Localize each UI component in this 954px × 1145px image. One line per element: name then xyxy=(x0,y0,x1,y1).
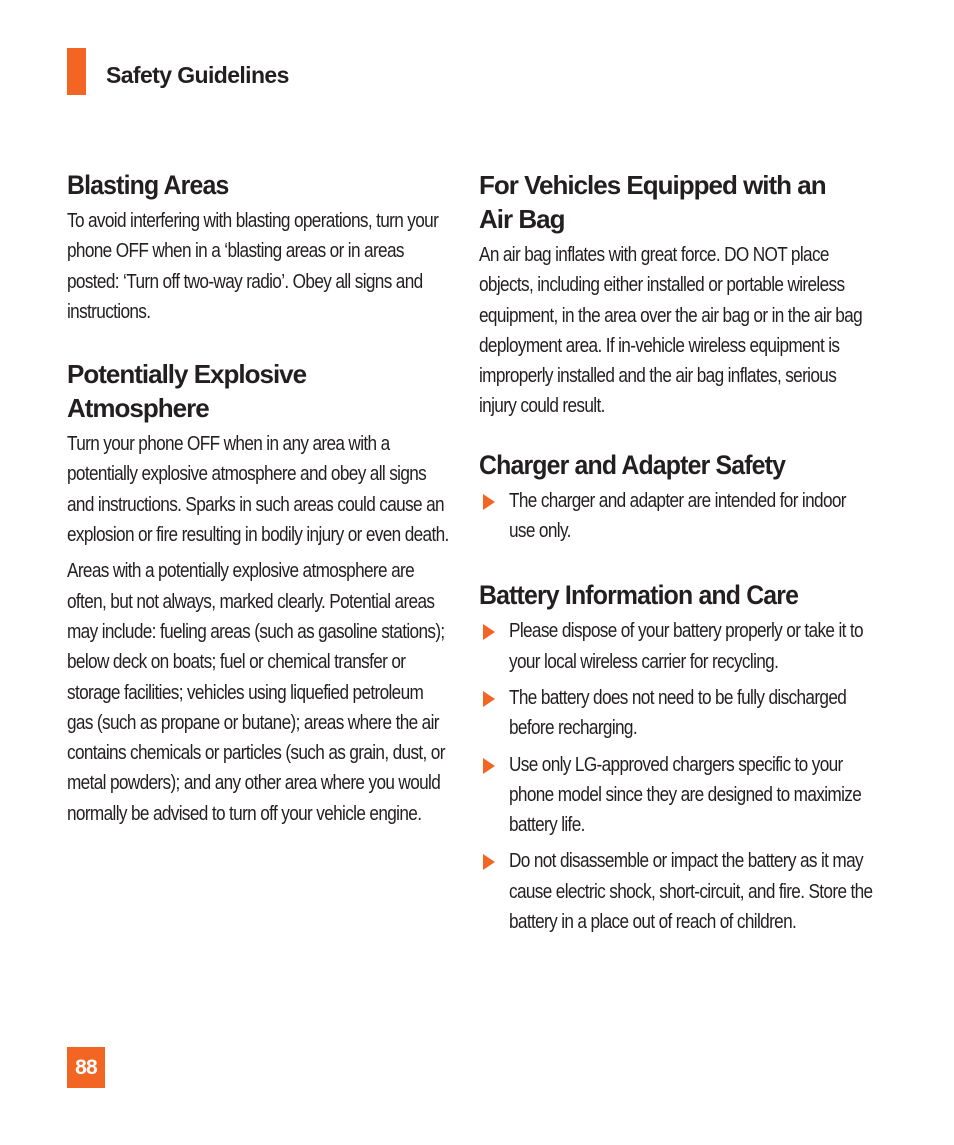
bullet-text: Please dispose of your battery properly or take it to your local wireless carrier for recycling. xyxy=(509,620,863,673)
list-item xyxy=(479,616,874,677)
bullet-arrow-icon xyxy=(483,494,495,510)
blasting-areas-text: To avoid interfering with blasting operations, turn your phone OFF when in a ‘blasting areas or in areas posted: ‘Turn off two-way radio’. Obey all signs and instructions. xyxy=(67,210,439,323)
page-number-badge: 88 xyxy=(67,1047,105,1088)
bullet-arrow-icon xyxy=(483,758,495,774)
airbag-text: An air bag inflates with great force. DO NOT place objects, including either installed or portable wireless equipment, in the area over the air bag or in the air bag deployment area. If in-vehicle wireless equipment is improperly installed and the air bag inflates, serious injury could result. xyxy=(479,244,862,418)
left-column xyxy=(67,168,452,829)
list-item xyxy=(479,683,874,744)
list-item xyxy=(479,486,874,547)
list-item xyxy=(479,750,874,841)
bullet-arrow-icon xyxy=(483,691,495,707)
blasting-areas-heading: Blasting Areas xyxy=(67,170,229,200)
header-accent-bar xyxy=(67,48,86,95)
list-item xyxy=(479,846,874,937)
airbag-heading: For Vehicles Equipped with an Air Bag xyxy=(479,170,826,234)
bullet-arrow-icon xyxy=(483,854,495,870)
explosive-atmosphere-text-2: Areas with a potentially explosive atmosphere are often, but not always, marked clearly. Potential areas may include: fueling areas (such as gasoline stations); below deck on boats; fuel or chemical transfer or storage facilities; vehicles using liquefied petroleum gas (such as propane or butane); areas where the air contains chemicals or particles (such as grain, dust, or metal powders); and any other area where you would normally be advised to turn off your vehicle engine. xyxy=(67,560,445,825)
explosive-atmosphere-text-1: Turn your phone OFF when in any area with a potentially explosive atmosphere and obey all signs and instructions. Sparks in such areas could cause an explosion or fire resulting in bodily injury or even death. xyxy=(67,433,449,547)
bullet-text: The charger and adapter are intended for indoor use only. xyxy=(509,489,846,543)
bullet-arrow-icon xyxy=(483,624,495,640)
right-column xyxy=(479,168,874,943)
charger-adapter-heading: Charger and Adapter Safety xyxy=(479,449,786,480)
bullet-text: Use only LG-approved chargers specific to your phone model since they are designed to maximize battery life. xyxy=(509,753,862,837)
explosive-atmosphere-heading: Potentially Explosive Atmosphere xyxy=(67,359,307,424)
bullet-text: Do not disassemble or impact the battery as it may cause electric shock, short-circuit, and fire. Store the battery in a place out of reach of children. xyxy=(509,850,873,934)
page-section-title: Safety Guidelines xyxy=(106,62,289,88)
bullet-text: The battery does not need to be fully discharged before recharging. xyxy=(509,686,847,740)
battery-info-heading: Battery Information and Care xyxy=(479,580,799,611)
